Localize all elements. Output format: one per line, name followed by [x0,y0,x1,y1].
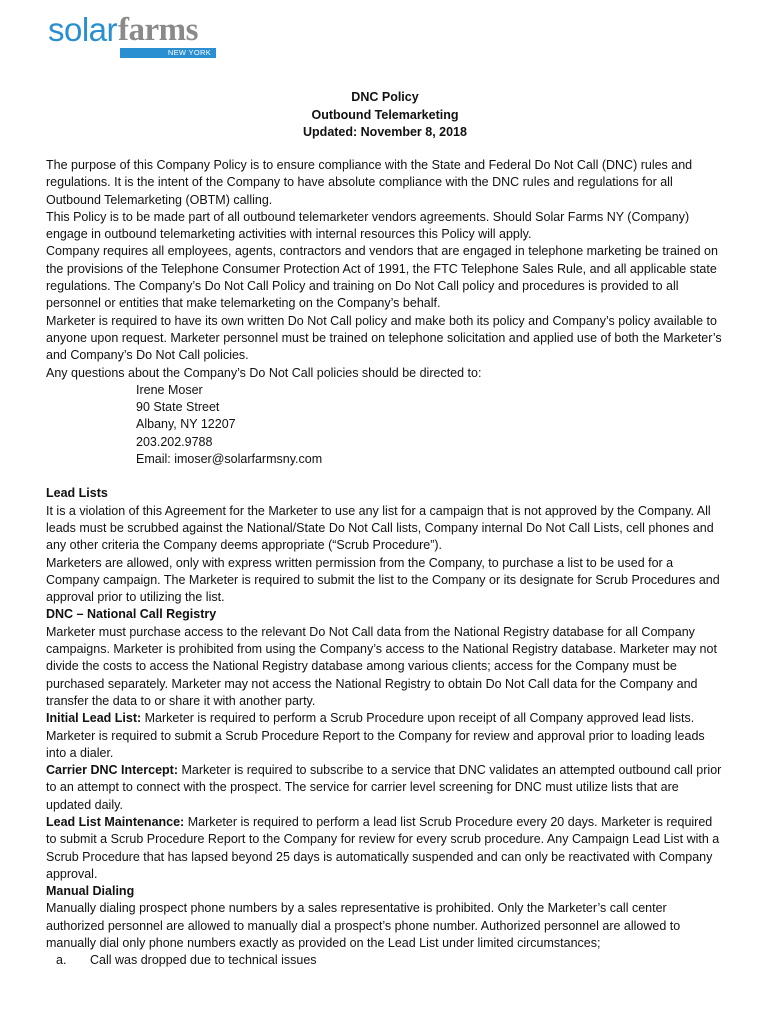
logo-word-farms: farms [118,12,198,48]
lead-lists-paragraph-1: It is a violation of this Agreement for the Marketer to use any list for a campaign that is not approved by the Company. All leads must be scrubbed against the National/State Do Not Call lists, Company internal Do Not Call Lists, cell phones and any other criteria the Company deems appropriate (“Scrub Procedure”). [46,503,714,553]
lead-list-maintenance-paragraph [46,814,726,883]
lead-list-maintenance-label: Lead List Maintenance: [46,814,185,829]
contact-street: 90 State Street [136,400,220,415]
training-paragraph: Company requires all employees, agents, contractors and vendors that are engaged in telephone marketing be trained on the provisions of the Telephone Consumer Protection Act of 1991, the FTC Telephone Sales Rule, and all applicable state regulations. The Company’s Do Not Call Policy and training on Do Not Call policy and procedures is provided to all personnel or entities that make telemarketing on the Company’s behalf. [46,244,718,311]
marketer-policy-paragraph: Marketer is required to have its own written Do Not Call policy and make both its policy and Company’s policy available to anyone upon request. Marketer personnel must be trained on telephone solicitation and applied use of both the Marketer’s and Company’s Do Not Call policies. [46,313,722,363]
intro-paragraph: The purpose of this Company Policy is to ensure compliance with the State and Federal Do Not Call (DNC) rules and regulations. It is the intent of the Company to have absolute compliance with the DNC rules and regulations for all Outbound Telemarketing (OBTM) calling. [46,158,693,207]
policy-scope-paragraph: This Policy is to be made part of all outbound telemarketer vendors agreements. Should Solar Farms NY (Company) engage in outbound telemarketing activities with internal resources this Policy will apply. [46,209,690,242]
initial-lead-list-label: Initial Lead List: [46,711,142,726]
document-header [0,89,770,142]
document-body [46,157,726,970]
contact-phone: 203.202.9788 [136,434,213,449]
lead-lists-paragraph-2: Marketers are allowed, only with express written permission from the Company, to purchase a list to be used for a Company campaign. The Marketer is required to submit the list to the Company or its designate for Scrub Procedures and approval prior to utilizing the list. [46,555,720,605]
contact-block [46,382,726,468]
lead-list-maintenance-text: Marketer is required to perform a lead list Scrub Procedure every 20 days. Marketer is required to submit a Scrub Procedure Report to the Company for review for every scrub procedure. Any Campaign Lead List with a Scrub Procedure that has lapsed beyond 25 days is automatically suspended and can only be reactivated with Company approval. [46,814,720,881]
document-title: DNC Policy [351,90,419,104]
registry-heading: DNC – National Call Registry [46,607,217,622]
spacer [46,468,726,485]
list-item-marker: a. [56,953,67,968]
document-subtitle: Outbound Telemarketing [311,107,459,122]
carrier-intercept-text: Marketer is required to subscribe to a service that DNC validates an attempted outbound call prior to an attempt to connect with the prospect. The service for carrier level screening for DNC must utilize lists that are updated daily. [46,763,722,812]
initial-lead-list-text: Marketer is required to perform a Scrub Procedure upon receipt of all Company approved lead lists. Marketer is required to submit a Scrub Procedure Report to the Company for review and approval prior to loading leads into a dialer. [46,711,705,760]
document-updated-date: Updated: November 8, 2018 [303,125,467,139]
list-item-text: Call was dropped due to technical issues [90,953,317,968]
list-item [46,952,726,969]
contact-name: Irene Moser [136,382,203,397]
carrier-intercept-label: Carrier DNC Intercept: [46,763,178,778]
carrier-intercept-paragraph [46,762,726,814]
registry-paragraph: Marketer must purchase access to the relevant Do Not Call data from the National Registry database for all Company campaigns. Marketer is prohibited from using the Company’s access to the National Registry database. Marketer may not divide the costs to access the National Registry database among various clients; access for the Company must be purchased separately. Marketer may not access the National Registry to obtain Do Not Call data for the Company and transfer the data to or share it with another party. [46,624,717,708]
lead-lists-heading: Lead Lists [46,486,108,501]
manual-dialing-heading: Manual Dialing [46,884,135,899]
company-logo [48,10,218,57]
questions-paragraph: Any questions about the Company’s Do Not Call policies should be directed to: [46,365,482,380]
contact-city: Albany, NY 12207 [136,417,236,432]
contact-email: Email: imoser@solarfarmsny.com [136,452,323,467]
initial-lead-list-paragraph [46,710,726,762]
logo-tagline: NEW YORK [120,48,216,58]
logo-word-solar: solar [48,11,118,48]
manual-dialing-paragraph: Manually dialing prospect phone numbers by a sales representative is prohibited. Only the Marketer’s call center authorized personnel are allowed to manually dial a prospect’s phone number. Authorized personnel are allowed to manually dial only phone numbers exactly as provided on the Lead List under limited circumstances; [46,901,681,951]
